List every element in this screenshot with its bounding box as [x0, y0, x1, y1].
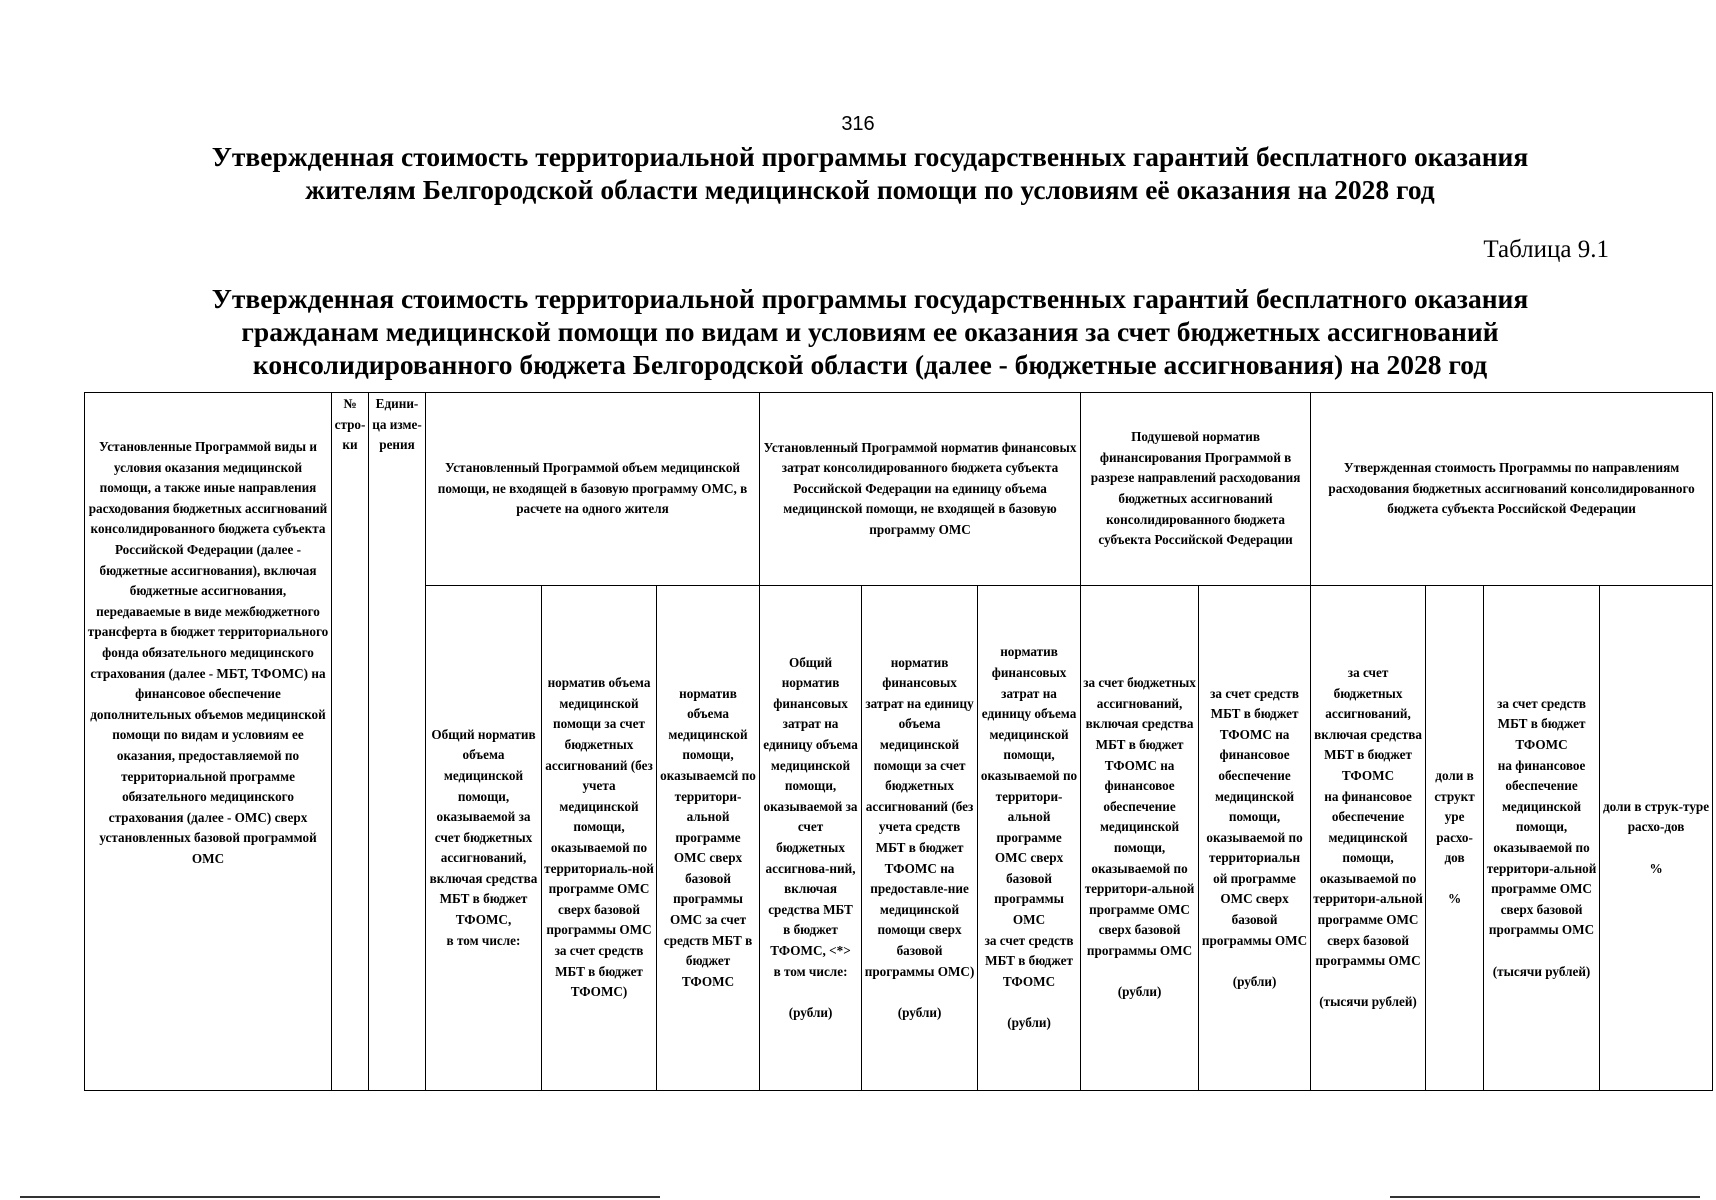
- table-title: [130, 282, 1610, 381]
- header-cell-approved-share-1: доли в структ уре расхо-дов %: [1426, 586, 1484, 1091]
- page-number: 316: [841, 113, 875, 135]
- page-edge-line-right: [1390, 1196, 1700, 1198]
- header-cell-volume-mbt: норматив объема медицинской помощи, оказываемсй по территори-альной программе ОМС сверх базовой программы ОМС за счет средств МБТ в бюджет ТФОМС: [657, 586, 760, 1091]
- header-cell-volume-budget: норматив объема медицинской помощи за счет бюджетных ассигнований (без учета медицинской помощи, оказываемой по территориаль-ной программе ОМС сверх базовой программы ОМС за счет средств МБТ в бюджет ТФОМС): [542, 586, 657, 1091]
- table-title-line-3: консолидированного бюджета Белгородской области (далее - бюджетные ассигнования) на 2028 год: [252, 349, 1488, 380]
- header-cell-per-capita-mbt: за счет средств МБТ в бюджет ТФОМС на финансовое обеспечение медицинской помощи, оказываемой по территориальн ой программе ОМС сверх базовой программы ОМС (рубли): [1199, 586, 1311, 1091]
- header-group-cost-norm: Установленный Программой норматив финансовых затрат консолидированного бюджета субъекта Российской Федерации на единицу объема медицинской помощи, не входящей в базовую программу ОМС: [760, 393, 1081, 586]
- header-group-per-capita: Подушевой норматив финансирования Программой в разрезе направлений расходования бюджетных ассигнований консолидированного бюджета субъекта Российской Федерации: [1081, 393, 1311, 586]
- header-cell-volume-total: Общий норматив объема медицинской помощи, оказываемой за счет бюджетных ассигнований, включая средства МБТ в бюджет ТФОМС, в том числе:: [426, 586, 542, 1091]
- header-cell-approved-share-2: доли в струк-туре расхо-дов %: [1600, 586, 1713, 1091]
- document-title: [130, 140, 1610, 206]
- header-cell-row-number: № стро-ки: [332, 393, 369, 1091]
- table-label: Таблица 9.1: [1483, 236, 1609, 263]
- header-group-approved-cost: Утвержденная стоимость Программы по направлениям расходования бюджетных ассигнований консолидированного бюджета субъекта Российской Федерации: [1311, 393, 1713, 586]
- header-cell-approved-budget: за счет бюджетных ассигнований, включая средства МБТ в бюджет ТФОМС на финансовое обеспечение медицинской помощи, оказываемой по территори-альной программе ОМС сверх базовой программы ОМС (тысячи рублей): [1311, 586, 1426, 1091]
- header-cell-cost-budget: норматив финансовых затрат на единицу объема медицинской помощи за счет бюджетных ассигнований (без учета средств МБТ в бюджет ТФОМС на предоставле-ние медицинской помощи сверх базовой программы ОМС) (рубли): [862, 586, 978, 1091]
- header-cell-cost-mbt: норматив финансовых затрат на единицу объема медицинской помощи, оказываемой по территори-альной программе ОМС сверх базовой программы ОМС за счет средств МБТ в бюджет ТФОМС (рубли): [978, 586, 1081, 1091]
- table-title-line-2: гражданам медицинской помощи по видам и условиям ее оказания за счет бюджетных ассигнований: [241, 316, 1499, 347]
- document-title-line-1: Утвержденная стоимость территориальной программы государственных гарантий бесплатного оказания: [211, 141, 1529, 172]
- header-cell-unit: Едини-ца изме-рения: [369, 393, 426, 1091]
- document-title-line-2: жителям Белгородской области медицинской помощи по условиям её оказания на 2028 год: [305, 174, 1435, 205]
- table-header-row-1: [85, 393, 1713, 586]
- header-cell-description: Установленные Программой виды и условия оказания медицинской помощи, а также иные направления расходования бюджетных ассигнований консолидированного бюджета субъекта Российской Федерации (далее - бюджетные ассигнования), включая бюджетные ассигнования, передаваемые в виде межбюджетного трансферта в бюджет территориального фонда обязательного медицинского страхования (далее - МБТ, ТФОМС) на финансовое обеспечение дополнительных объемов медицинской помощи по видам и условиям ее оказания, предоставляемой по территориальной программе обязательного медицинского страхования (далее - ОМС) сверх установленных базовой программой ОМС: [85, 393, 332, 1091]
- cost-table: [84, 392, 1713, 1091]
- header-cell-cost-total: Общий норматив финансовых затрат на единицу объема медицинской помощи, оказываемой за счет бюджетных ассигнова-ний, включая средства МБТ в бюджет ТФОМС, <*> в том числе: (рубли): [760, 586, 862, 1091]
- header-group-volume: Установленный Программой объем медицинской помощи, не входящей в базовую программу ОМС, в расчете на одного жителя: [426, 393, 760, 586]
- table-title-line-1: Утвержденная стоимость территориальной программы государственных гарантий бесплатного оказания: [211, 283, 1529, 314]
- header-cell-per-capita-budget: за счет бюджетных ассигнований, включая средства МБТ в бюджет ТФОМС на финансовое обеспечение медицинской помощи, оказываемой по территори-альной программе ОМС сверх базовой программы ОМС (рубли): [1081, 586, 1199, 1091]
- page-edge-line-left: [20, 1196, 660, 1198]
- header-cell-approved-mbt: за счет средств МБТ в бюджет ТФОМС на финансовое обеспечение медицинской помощи, оказываемой по территори-альной программе ОМС сверх базовой программы ОМС (тысячи рублей): [1484, 586, 1600, 1091]
